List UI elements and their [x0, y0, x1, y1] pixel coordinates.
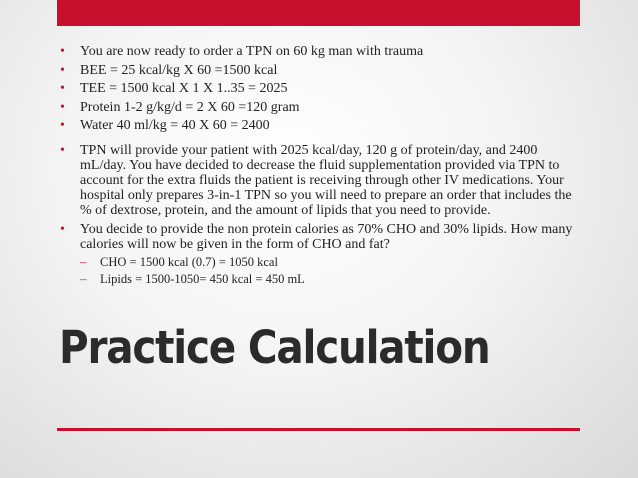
bullet-text: You decide to provide the non protein calories as 70% CHO and 30% lipids. How many calories will now be given in the form of CHO and fat? — [80, 221, 573, 252]
sub-bullet-item: – Lipids = 1500-1050= 450 kcal = 450 mL — [80, 272, 583, 286]
bullet-item: • Water 40 ml/kg = 40 X 60 = 2400 — [58, 118, 583, 133]
bullet-item: • TEE = 1500 kcal X 1 X 1..35 = 2025 — [58, 81, 583, 96]
bullet-item: • Protein 1-2 g/kg/d = 2 X 60 =120 gram — [58, 100, 583, 115]
slide-title: Practice Calculation — [59, 321, 490, 374]
slide-content — [58, 44, 583, 289]
bottom-accent-line — [57, 428, 580, 431]
bullet-item-with-subitems — [58, 222, 583, 286]
bullet-item: • TPN will provide your patient with 2025 kcal/day, 120 g of protein/day, and 2400 mL/day. You have decided to decrease the fluid supplementation provided via TPN to account for the extra fluids the patient is receiving through other IV medications. Your hospital only prepares 3-in-1 TPN so you will need to prepare an order that includes the % of dextrose, protein, and the amount of lipids that you need to provide. — [58, 143, 583, 218]
bullet-list-calculations — [58, 44, 583, 133]
bullet-item: • You are now ready to order a TPN on 60 kg man with trauma — [58, 44, 583, 59]
bullet-list-scenario — [58, 143, 583, 286]
sub-bullet-item: – CHO = 1500 kcal (0.7) = 1050 kcal — [80, 255, 583, 269]
top-accent-bar — [57, 0, 580, 26]
sub-bullet-list — [80, 255, 583, 286]
bullet-item: • BEE = 25 kcal/kg X 60 =1500 kcal — [58, 63, 583, 78]
